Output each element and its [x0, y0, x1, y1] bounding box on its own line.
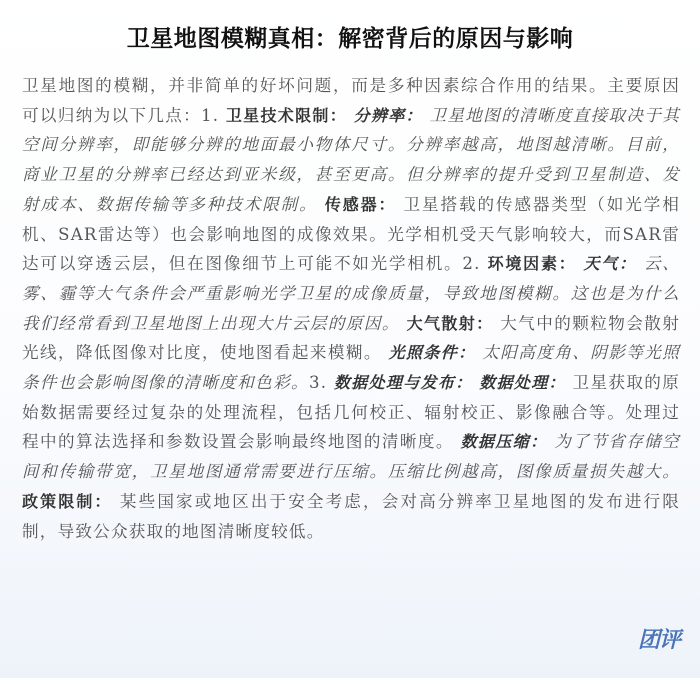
article-body — [22, 71, 680, 546]
scatter-label: 大气散射： — [406, 313, 494, 333]
processing-label: 数据处理： — [479, 373, 566, 393]
section-3-number: 3. — [308, 373, 328, 393]
resolution-label: 分辨率： — [353, 105, 423, 125]
sensor-text: 卫星搭载的传感器类型（如光学相机、SAR雷达等）也会影响地图的成像效果。光学相机受天气影响较大，而SAR雷达可以穿透云层，但在图像细节上可能不如光学相机。 — [22, 194, 681, 274]
intro-text: 卫星地图的模糊，并非简单的好坏问题，而是多种因素综合作用的结果。主要原因可以归纳为以下几点： — [22, 76, 680, 125]
section-1-number: 1. — [201, 105, 220, 125]
section-2-number: 2. — [462, 254, 481, 274]
section-2-heading: 环境因素： — [487, 254, 577, 274]
page-title: 卫星地图模糊真相：解密背后的原因与影响 — [126, 26, 574, 52]
weather-label: 天气： — [583, 254, 637, 274]
processing-text: 卫星获取的原始数据需要经过复杂的处理流程，包括几何校正、辐射校正、影像融合等。处理过程中的算法选择和参数设置会影响最终地图的清晰度。 — [22, 373, 680, 452]
scatter-text: 大气中的颗粒物会散射光线，降低图像对比度，使地图看起来模糊。 — [22, 313, 681, 363]
weather-text: 云、雾、霾等大气条件会严重影响光学卫星的成像质量，导致地图模糊。这也是为什么我们经常看到卫星地图上出现大片云层的原因。 — [22, 254, 680, 333]
resolution-text: 卫星地图的清晰度直接取决于其空间分辨率，即能够分辨的地面最小物体尺寸。分辨率越高，地图越清晰。目前，商业卫星的分辨率已经达到亚米级，甚至更高。但分辨率的提升受到卫星制造、发射成本、数据传输等多种技术限制。 — [22, 105, 680, 214]
compress-text: 为了节省存储空间和传输带宽，卫星地图通常需要进行压缩。压缩比例越高，图像质量损失越大。 — [22, 432, 680, 482]
section-3-heading: 数据处理与发布： — [333, 373, 473, 393]
light-label: 光照条件： — [388, 343, 476, 363]
section-1-heading: 卫星技术限制： — [225, 105, 348, 125]
sensor-label: 传感器： — [324, 194, 397, 214]
light-text: 太阳高度角、阴影等光照条件也会影响图像的清晰度和色彩。 — [22, 343, 681, 393]
policy-text: 某些国家或地区出于安全考虑，会对高分辨率卫星地图的发布进行限制，导致公众获取的地图清晰度较低。 — [22, 491, 680, 541]
policy-label: 政策限制： — [22, 491, 113, 511]
watermark-logo: 团评 — [637, 628, 680, 653]
compress-label: 数据压缩： — [460, 432, 548, 452]
article-paragraph — [22, 71, 680, 546]
